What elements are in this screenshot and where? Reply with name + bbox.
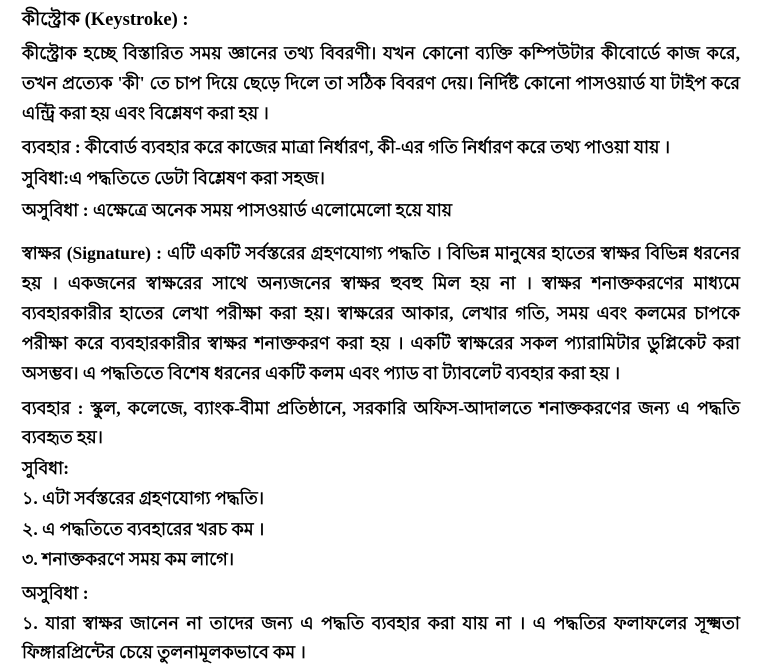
advantage-label: সুবিধা:: [22, 168, 70, 189]
list-item: ১. যারা স্বাক্ষর জানেন না তাদের জন্য এ পদ্ধতি ব্যবহার করা যায় না । এ পদ্ধতির ফলাফলের সূক্ষ্মতা ফিঙ্গারপ্রিন্টের চেয়ে তুলনামূলকভাবে কম ।: [22, 612, 740, 662]
list-item: ৩. শনাক্তকরণে সময় কম লাগে।: [22, 549, 235, 570]
section-keystroke-disadvantage: [22, 196, 740, 225]
advantage-text: এ পদ্ধতিতে ডেটা বিশ্লেষণ করা সহজ।: [69, 168, 325, 189]
disadvantage-text: এক্ষেত্রে অনেক সময় পাসওয়ার্ড এলোমেলো হয়ে যায়: [92, 199, 453, 220]
section-keystroke-advantage: [22, 164, 740, 193]
section-signature-body: এটি একটি সর্বস্তরের গ্রহণযোগ্য পদ্ধতি । বিভিন্ন মানুষের হাতের স্বাক্ষর বিভিন্ন ধরনের হয় । একজনের স্বাক্ষরের সাথে অন্যজনের স্বাক্ষর হুবহু মিল হয় না । স্বাক্ষর শনাক্তকরণের মাধ্যমে ব্যবহারকারীর হাতের লেখা পরীক্ষা করা হয়। স্বাক্ষরের আকার, লেখার গতি, সময় এবং কলমের চাপকে পরীক্ষা করে ব্যবহারকারীর স্বাক্ষর শনাক্তকরণ করা হয় । একটি স্বাক্ষরের সকল প্যারামিটার ডুপ্লিকেট করা অসম্ভব। এ পদ্ধতিতে বিশেষ ধরনের একটি কলম এবং প্যাড বা ট্যাবলেট ব্যবহার করা হয় ।: [22, 243, 740, 384]
section-signature: [22, 238, 740, 667]
usage-text: কীবোর্ড ব্যবহার করে কাজের মাত্রা নির্ধারণ, কী-এর গতি নির্ধারণ করে তথ্য পাওয়া যায় ।: [85, 136, 671, 157]
section-signature-usage: [22, 394, 740, 453]
section-signature-disadvantage-list: [22, 609, 740, 667]
section-keystroke: [22, 6, 740, 225]
list-item: ১. এটা সর্বস্তরের গ্রহণযোগ্য পদ্ধতি।: [22, 488, 265, 509]
section-keystroke-usage: [22, 133, 740, 162]
list-item: ২. এ পদ্ধতিতে ব্যবহারের খরচ কম ।: [22, 518, 265, 539]
spacer: [22, 231, 740, 238]
section-keystroke-heading: কীস্ট্রোক (Keystroke) :: [22, 10, 189, 30]
section-signature-advantage-list: [22, 484, 740, 574]
disadvantage-label: অসুবিধা :: [22, 199, 89, 220]
section-signature-intro: [22, 238, 740, 388]
section-keystroke-body: কীস্ট্রোক হচ্ছে বিস্তারিত সময় জ্ঞানের তথ্য বিবরণী। যখন কোনো ব্যক্তি কম্পিউটার কীবোর্ডে কাজ করে, তখন প্রত্যেক 'কী' তে চাপ দিয়ে ছেড়ে দিলে তা সঠিক বিবরণ দেয়। নির্দিষ্ট কোনো পাসওয়ার্ড যা টাইপ করে এন্ট্রি করা হয় এবং বিশ্লেষণ করা হয় ।: [22, 42, 740, 123]
section-signature-disadvantage-label: অসুবিধা :: [22, 582, 89, 603]
usage-text: স্কুল, কলেজে, ব্যাংক-বীমা প্রতিষ্ঠানে, সরকারি অফিস-আদালতে শনাক্তকরণের জন্য এ পদ্ধতি ব্যবহৃত হয়।: [22, 397, 740, 447]
usage-label: ব্যবহার :: [22, 397, 84, 418]
usage-label: ব্যবহার :: [22, 136, 81, 157]
section-signature-advantage-label: সুবিধা:: [22, 458, 70, 479]
section-signature-heading: স্বাক্ষর (Signature) :: [22, 243, 162, 264]
